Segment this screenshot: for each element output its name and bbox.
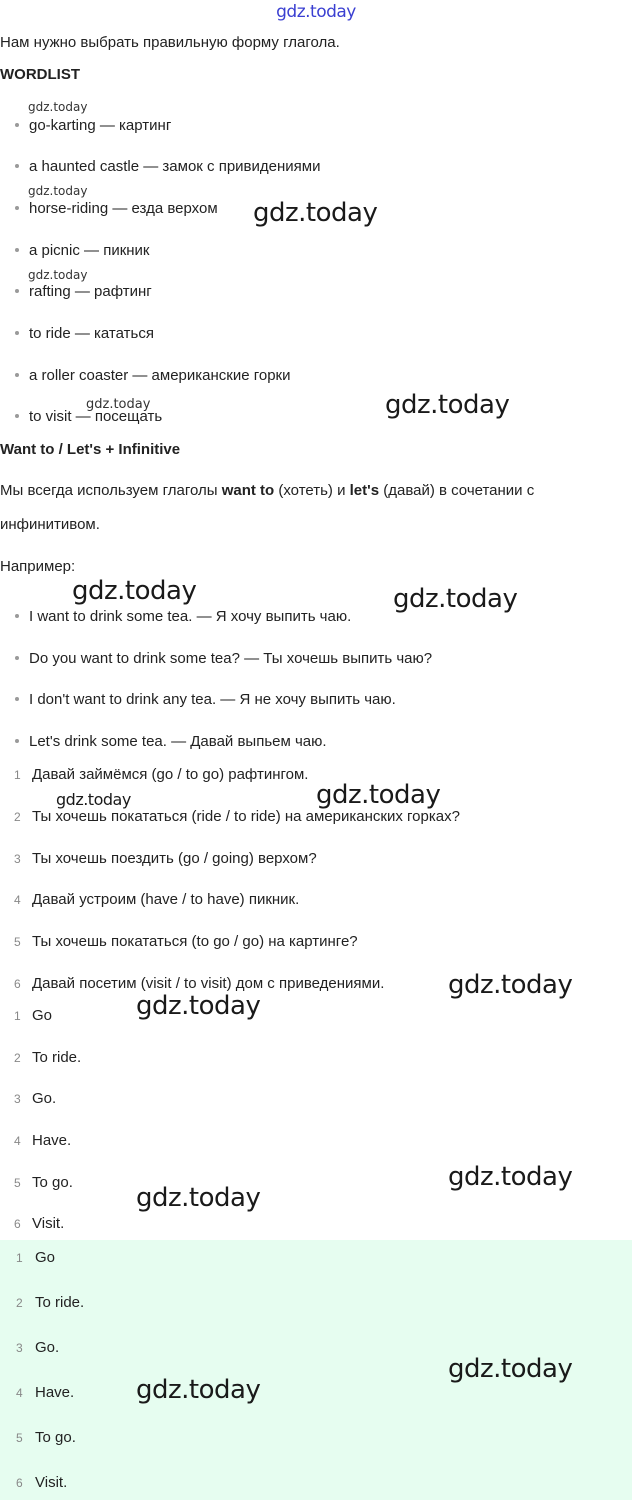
intro-text: Нам нужно выбрать правильную форму глагола.: [0, 34, 340, 51]
watermark-small: gdz.today: [28, 100, 88, 114]
bullet-icon: [15, 206, 19, 210]
watermark: gdz.today: [136, 991, 261, 1021]
wordlist-item: to ride — кататься: [15, 325, 154, 342]
bullet-icon: [15, 248, 19, 252]
final-answer-item: 1 Go: [16, 1249, 56, 1266]
example-item: I don't want to drink any tea. — Я не хочу выпить чаю.: [15, 691, 396, 708]
bullet-icon: [15, 739, 19, 743]
example-item: Do you want to drink some tea? — Ты хочешь выпить чаю?: [15, 650, 432, 667]
watermark: gdz.today: [385, 390, 510, 420]
wordlist-item: a picnic — пикник: [15, 242, 149, 259]
final-answer-item: 2 To ride.: [16, 1294, 85, 1311]
exercise-item: 4 Давай устроим (have / to have) пикник.: [14, 891, 300, 908]
watermark: gdz.today: [316, 780, 441, 810]
watermark-small: gdz.today: [28, 268, 88, 282]
answer-item: 3 Go.: [14, 1090, 57, 1107]
grammar-heading: Want to / Let's + Infinitive: [0, 441, 181, 458]
answer-item: 1 Go: [14, 1007, 53, 1024]
watermark-small: gdz.today: [86, 397, 151, 412]
exercise-item: 5 Ты хочешь покататься (to go / go) на картинге?: [14, 933, 358, 950]
grammar-text-line2: инфинитивом.: [0, 516, 100, 533]
wordlist-heading: WORDLIST: [0, 66, 80, 83]
watermark: gdz.today: [253, 198, 378, 228]
wordlist-item: a roller coaster — американские горки: [15, 367, 291, 384]
exercise-item: 3 Ты хочешь поездить (go / going) верхом?: [14, 850, 317, 867]
wordlist-item: a haunted castle — замок с привидениями: [15, 158, 320, 175]
final-answer-item: 3 Go.: [16, 1339, 60, 1356]
watermark-small: gdz.today: [28, 184, 88, 198]
bullet-icon: [15, 289, 19, 293]
answer-item: 2 To ride.: [14, 1049, 82, 1066]
watermark: gdz.today: [448, 1354, 573, 1384]
watermark: gdz.today: [56, 790, 131, 809]
watermark: gdz.today: [393, 584, 518, 614]
example-label: Например:: [0, 558, 76, 575]
final-answer-item: 5 To go.: [16, 1429, 76, 1446]
watermark: gdz.today: [448, 970, 573, 1000]
answer-item: 4 Have.: [14, 1132, 72, 1149]
watermark: gdz.today: [448, 1162, 573, 1192]
bullet-icon: [15, 164, 19, 168]
bullet-icon: [15, 697, 19, 701]
watermark-top: gdz.today: [276, 2, 356, 22]
wordlist-item: to visit — посещать: [15, 408, 162, 425]
bullet-icon: [15, 614, 19, 618]
wordlist-item: horse-riding — езда верхом: [15, 200, 218, 217]
example-item: Let's drink some tea. — Давай выпьем чаю.: [15, 733, 327, 750]
wordlist-item: go-karting — картинг: [15, 117, 171, 134]
answer-item: 6 Visit.: [14, 1215, 65, 1232]
watermark: gdz.today: [136, 1375, 261, 1405]
wordlist-item: rafting — рафтинг: [15, 283, 152, 300]
bullet-icon: [15, 656, 19, 660]
answer-item: 5 To go.: [14, 1174, 73, 1191]
bullet-icon: [15, 331, 19, 335]
final-answer-item: 4 Have.: [16, 1384, 75, 1401]
exercise-item: 1 Давай займёмся (go / to go) рафтингом.: [14, 766, 309, 783]
final-answer-item: 6 Visit.: [16, 1474, 68, 1491]
bullet-icon: [15, 414, 19, 418]
example-item: I want to drink some tea. — Я хочу выпить чаю.: [15, 608, 351, 625]
exercise-item: 2 Ты хочешь покататься (ride / to ride) на американских горках?: [14, 808, 460, 825]
bullet-icon: [15, 123, 19, 127]
exercise-item: 6 Давай посетим (visit / to visit) дом с приведениями.: [14, 975, 385, 992]
grammar-text: Мы всегда используем глаголы want to (хотеть) и let's (давай) в сочетании с: [0, 482, 535, 499]
watermark: gdz.today: [72, 576, 197, 606]
watermark: gdz.today: [136, 1183, 261, 1213]
bullet-icon: [15, 373, 19, 377]
